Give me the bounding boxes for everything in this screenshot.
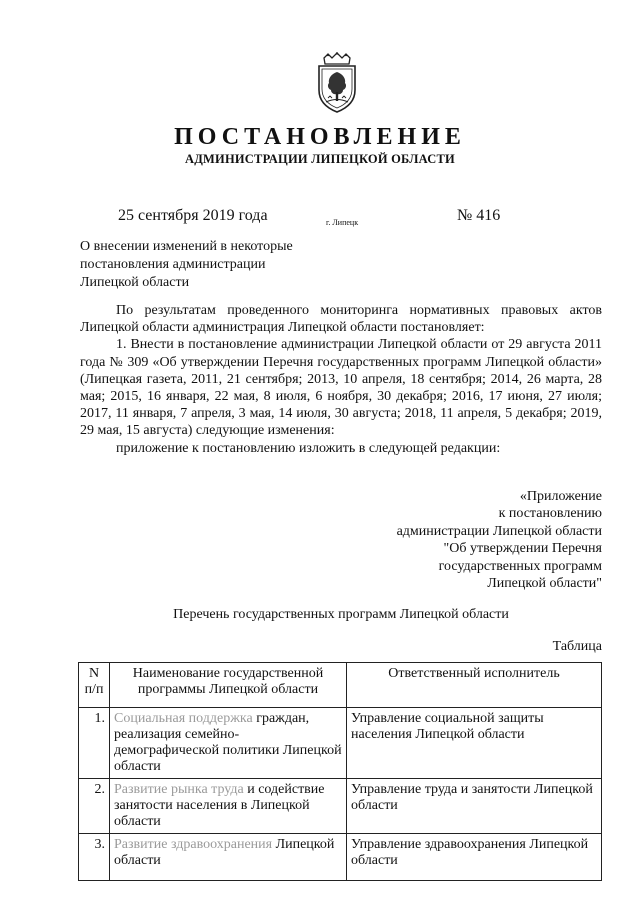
subject-line: Липецкой области <box>80 275 190 290</box>
row-num: 2. <box>79 779 110 834</box>
table-label: Таблица <box>552 639 602 654</box>
program-name-faint: Социальная поддержка <box>114 711 253 726</box>
list-title: Перечень государственных программ Липецкой области <box>173 607 509 622</box>
document-subtitle: АДМИНИСТРАЦИИ ЛИПЕЦКОЙ ОБЛАСТИ <box>185 152 455 166</box>
appendix-line: администрации Липецкой области <box>396 523 602 539</box>
appendix-line: к постановлению <box>498 506 602 522</box>
header-num: N п/п <box>79 663 110 708</box>
appendix-header <box>360 488 602 592</box>
program-name-rest: Липецкой области <box>114 837 335 868</box>
document-subject <box>80 238 340 292</box>
document-body <box>80 302 602 457</box>
document-city: г. Липецк <box>326 218 359 227</box>
program-name-faint: Развитие здравоохранения <box>114 837 273 852</box>
header-executor: Ответственный исполнитель <box>347 663 602 708</box>
header-program-name: Наименование государственной программы Липецкой области <box>110 663 347 708</box>
appendix-line: «Приложение <box>519 489 602 504</box>
table-header-row <box>79 663 602 708</box>
body-paragraph-intro: По результатам проведенного мониторинга нормативных правовых актов Липецкой области администрация Липецкой области постановляет: <box>80 303 602 336</box>
document-title: ПОСТАНОВЛЕНИЕ <box>174 124 466 150</box>
row-program-name <box>110 779 347 834</box>
appendix-line: Липецкой области" <box>487 576 602 592</box>
row-num: 1. <box>79 708 110 779</box>
row-program-name <box>110 708 347 779</box>
program-name-rest: и содействие занятости населения в Липецкой области <box>114 782 325 829</box>
coat-of-arms-emblem <box>314 52 360 114</box>
table-row <box>79 834 602 881</box>
programs-table <box>78 662 602 881</box>
document-number: № 416 <box>457 207 501 224</box>
table-row <box>79 708 602 779</box>
document-date: 25 сентября 2019 года <box>118 207 268 224</box>
table-row <box>79 779 602 834</box>
row-num: 3. <box>79 834 110 881</box>
body-paragraph-instruction: приложение к постановлению изложить в следующей редакции: <box>116 440 501 456</box>
appendix-line: государственных программ <box>438 558 602 574</box>
appendix-line: "Об утверждении Перечня <box>443 541 602 557</box>
body-paragraph-item-1: 1. Внести в постановление администрации Липецкой области от 29 августа 2011 года № 309 «Об утверждении Перечня государственных программ Липецкой области» (Липецкая газета, 2011, 21 сентября; 2013, 10 апреля, 18 сентября; 2014, 26 марта, 28 мая; 2015, 16 января, 22 мая, 8 июля, 6 ноября, 30 декабря; 2016, 17 июня, 27 июля; 2017, 11 января, 7 апреля, 3 мая, 14 июля, 30 августа; 2018, 11 апреля, 5 декабря; 2019, 29 мая, 15 августа) следующие изменения: <box>80 337 602 439</box>
row-executor: Управление здравоохранения Липецкой области <box>347 834 602 881</box>
row-program-name <box>110 834 347 881</box>
row-executor: Управление труда и занятости Липецкой области <box>347 779 602 834</box>
program-name-faint: Развитие рынка труда <box>114 782 244 797</box>
subject-line: постановления администрации <box>80 257 266 272</box>
program-name-rest: граждан, реализация семейно-демографической политики Липецкой области <box>114 711 342 774</box>
row-executor: Управление социальной защиты населения Липецкой области <box>347 708 602 779</box>
subject-line: О внесении изменений в некоторые <box>80 239 293 254</box>
